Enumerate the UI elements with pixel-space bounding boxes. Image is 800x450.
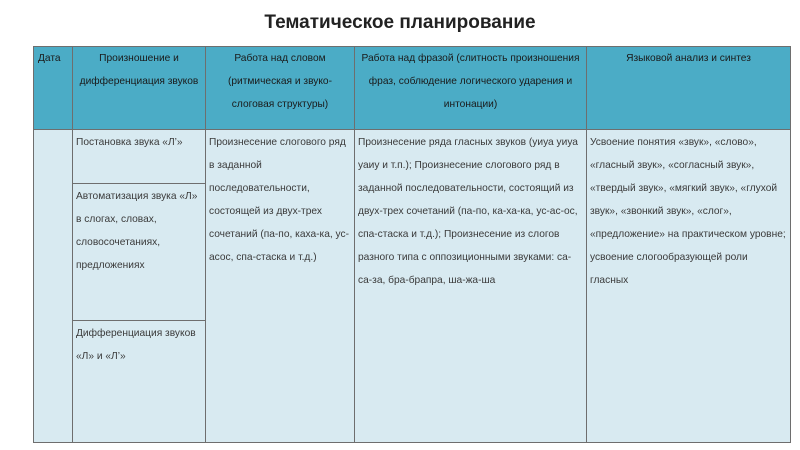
pronunciation-cell: Дифференциация звуков «Л» и «Л’» [73, 321, 206, 443]
analysis-cell: Усвоение понятия «звук», «слово», «гласный звук», «согласный звук», «твердый звук», «мягкий звук», «глухой звук», «звонкий звук», «слог», «предложение» на практическом уровне; усвоение слогообразующей роли гласных [587, 130, 791, 443]
pronunciation-cell: Автоматизация звука «Л» в слогах, словах, словосочетаниях, предложениях [73, 184, 206, 321]
column-header-word-work: Работа над словом (ритмическая и звуко-слоговая структуры) [206, 47, 355, 130]
phrase-work-cell: Произнесение ряда гласных звуков (уиуа уиуа уаиу и т.п.); Произнесение слогового ряд в заданной последовательности, состоящий из двух-трех сочетаний (па-по, ка-ха-ка, ус-ас-ос, спа-стаска и т.д.); Произнесение из слогов разного типа с оппозиционными звуками: са-са-за, бра-брапра, ша-жа-ша [355, 130, 587, 443]
column-header-pronunciation: Произношение и дифференциация звуков [73, 47, 206, 130]
date-cell [34, 130, 73, 443]
pronunciation-cell: Постановка звука «Л’» [73, 130, 206, 184]
column-header-date: Дата [34, 47, 73, 130]
table-row [34, 130, 791, 184]
table-header-row [34, 47, 791, 130]
page-title: Тематическое планирование [264, 12, 536, 33]
column-header-phrase-work: Работа над фразой (слитность произношения фраз, соблюдение логического ударения и интонации) [355, 47, 587, 130]
word-work-cell: Произнесение слогового ряд в заданной последовательности, состоящей из двух-трех сочетаний (па-по, каха-ка, ус-асос, спа-стаска и т.д.) [206, 130, 355, 443]
planning-table [33, 46, 791, 443]
column-header-analysis: Языковой анализ и синтез [587, 47, 791, 130]
